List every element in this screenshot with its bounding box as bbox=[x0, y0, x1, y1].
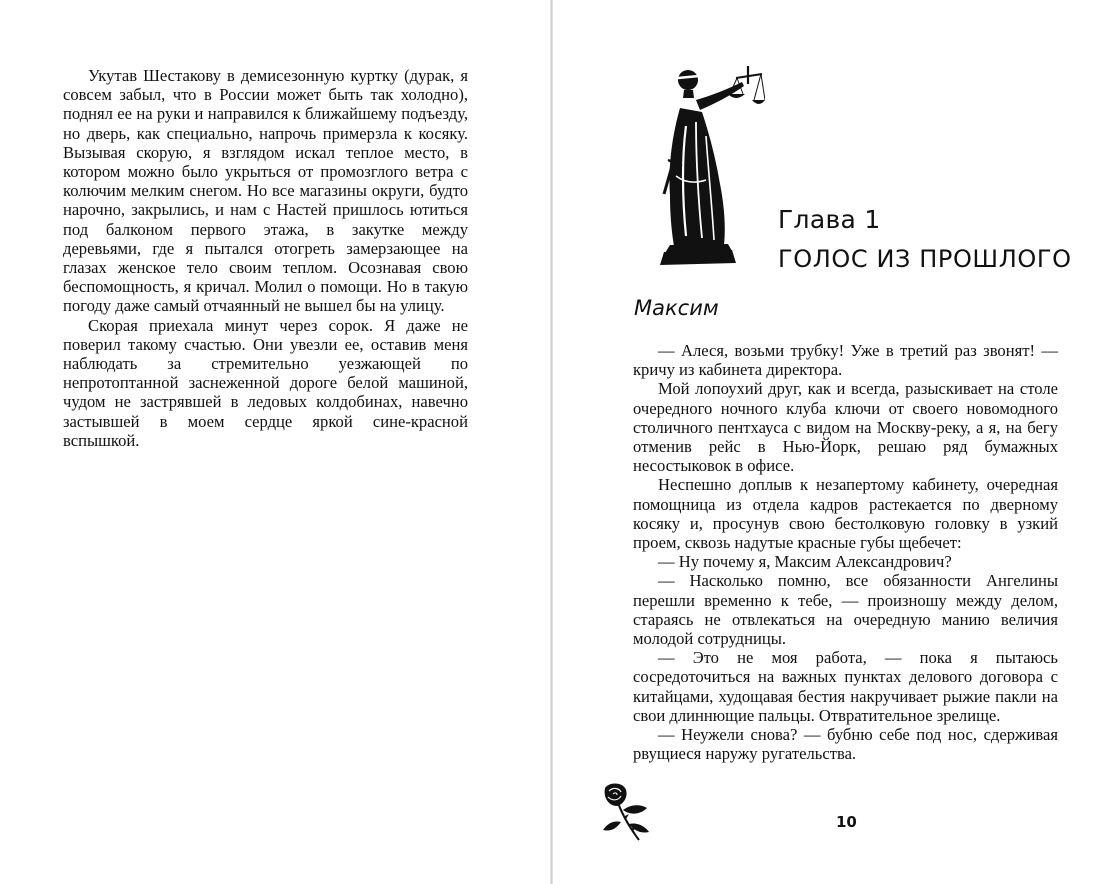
paragraph: — Ну почему я, Максим Александрович? bbox=[658, 552, 952, 572]
paragraph: Скорая приехала минут через сорок. Я даже не поверил такому счастью. Они увезли ее, оставив меня наблюдать за стремительно уезжающей по непротоптанной заснеженной дороге белой машиной, чудом не застрявшей в ледовых колдобинах, навечно застывшей в моем сердце яркой сине-красной вспышкой. bbox=[63, 315, 468, 450]
chapter-title: ГОЛОС ИЗ ПРОШЛОГО bbox=[778, 245, 1072, 273]
paragraph: Неспешно доплыв к незапертому кабинету, очередная помощница из отдела кадров растекается по дверному косяку и, просунув свою бестолковую головку в узкий проем, сквозь надутые красные губы щебечет: bbox=[633, 475, 1058, 553]
paragraph: — Алеся, возьми трубку! Уже в третий раз звонят! — кричу из кабинета директора. bbox=[633, 341, 1058, 380]
left-page bbox=[0, 0, 552, 884]
paragraph: — Неужели снова? — бубню себе под нос, сдерживая рвущиеся наружу ругательства. bbox=[633, 725, 1058, 764]
paragraph: — Это не моя работа, — пока я пытаюсь сосредоточиться на важных пунктах делового договора с китайцами, худощавая бестия накручивает рыжие пакли на свои длиннющие пальцы. Отвратительное зрелище. bbox=[633, 648, 1058, 725]
paragraph: — Насколько помню, все обязанности Ангелины перешли временно к тебе, — произношу между делом, стараясь не отвлекаться на очередную манию величия молодой сотрудницы. bbox=[633, 571, 1058, 649]
left-page-text bbox=[63, 66, 468, 450]
lady-justice-illustration bbox=[650, 56, 765, 271]
page-number: 10 bbox=[836, 813, 857, 831]
rose-icon bbox=[599, 782, 657, 844]
pov-character: Максим bbox=[634, 296, 719, 320]
chapter-number: Глава 1 bbox=[778, 205, 881, 234]
paragraph: Укутав Шестакову в демисезонную куртку (дурак, я совсем забыл, что в России может быть так холодно), поднял ее на руки и направился к ближайшему подъезду, но дверь, как специально, напрочь примерзла к косяку. Вызывая скорую, я взглядом искал теплое место, в котором можно было укрыться от промозглого ветра с колючим мелким снегом. Но все магазины округи, будто нарочно, закрылись, и нам с Настей пришлось ютиться под балконом первого этажа, в закутке между деревьями, где я пытался отогреть замерзающее на глазах женское тело своим теплом. Осознавая свою беспомощность, я кричал. Молил о помощи. Но в такую погоду даже самый отчаянный не вышел бы на улицу. bbox=[63, 66, 468, 316]
right-page-text bbox=[633, 341, 1058, 763]
paragraph: Мой лопоухий друг, как и всегда, разыскивает на столе очередного ночного клуба ключи от своего новомодного столичного пентхауса с видом на Москву-реку, а я, на бегу отменив рейс в Нью-Йорк, решаю ряд бумажных несостыковок в офисе. bbox=[633, 379, 1058, 476]
